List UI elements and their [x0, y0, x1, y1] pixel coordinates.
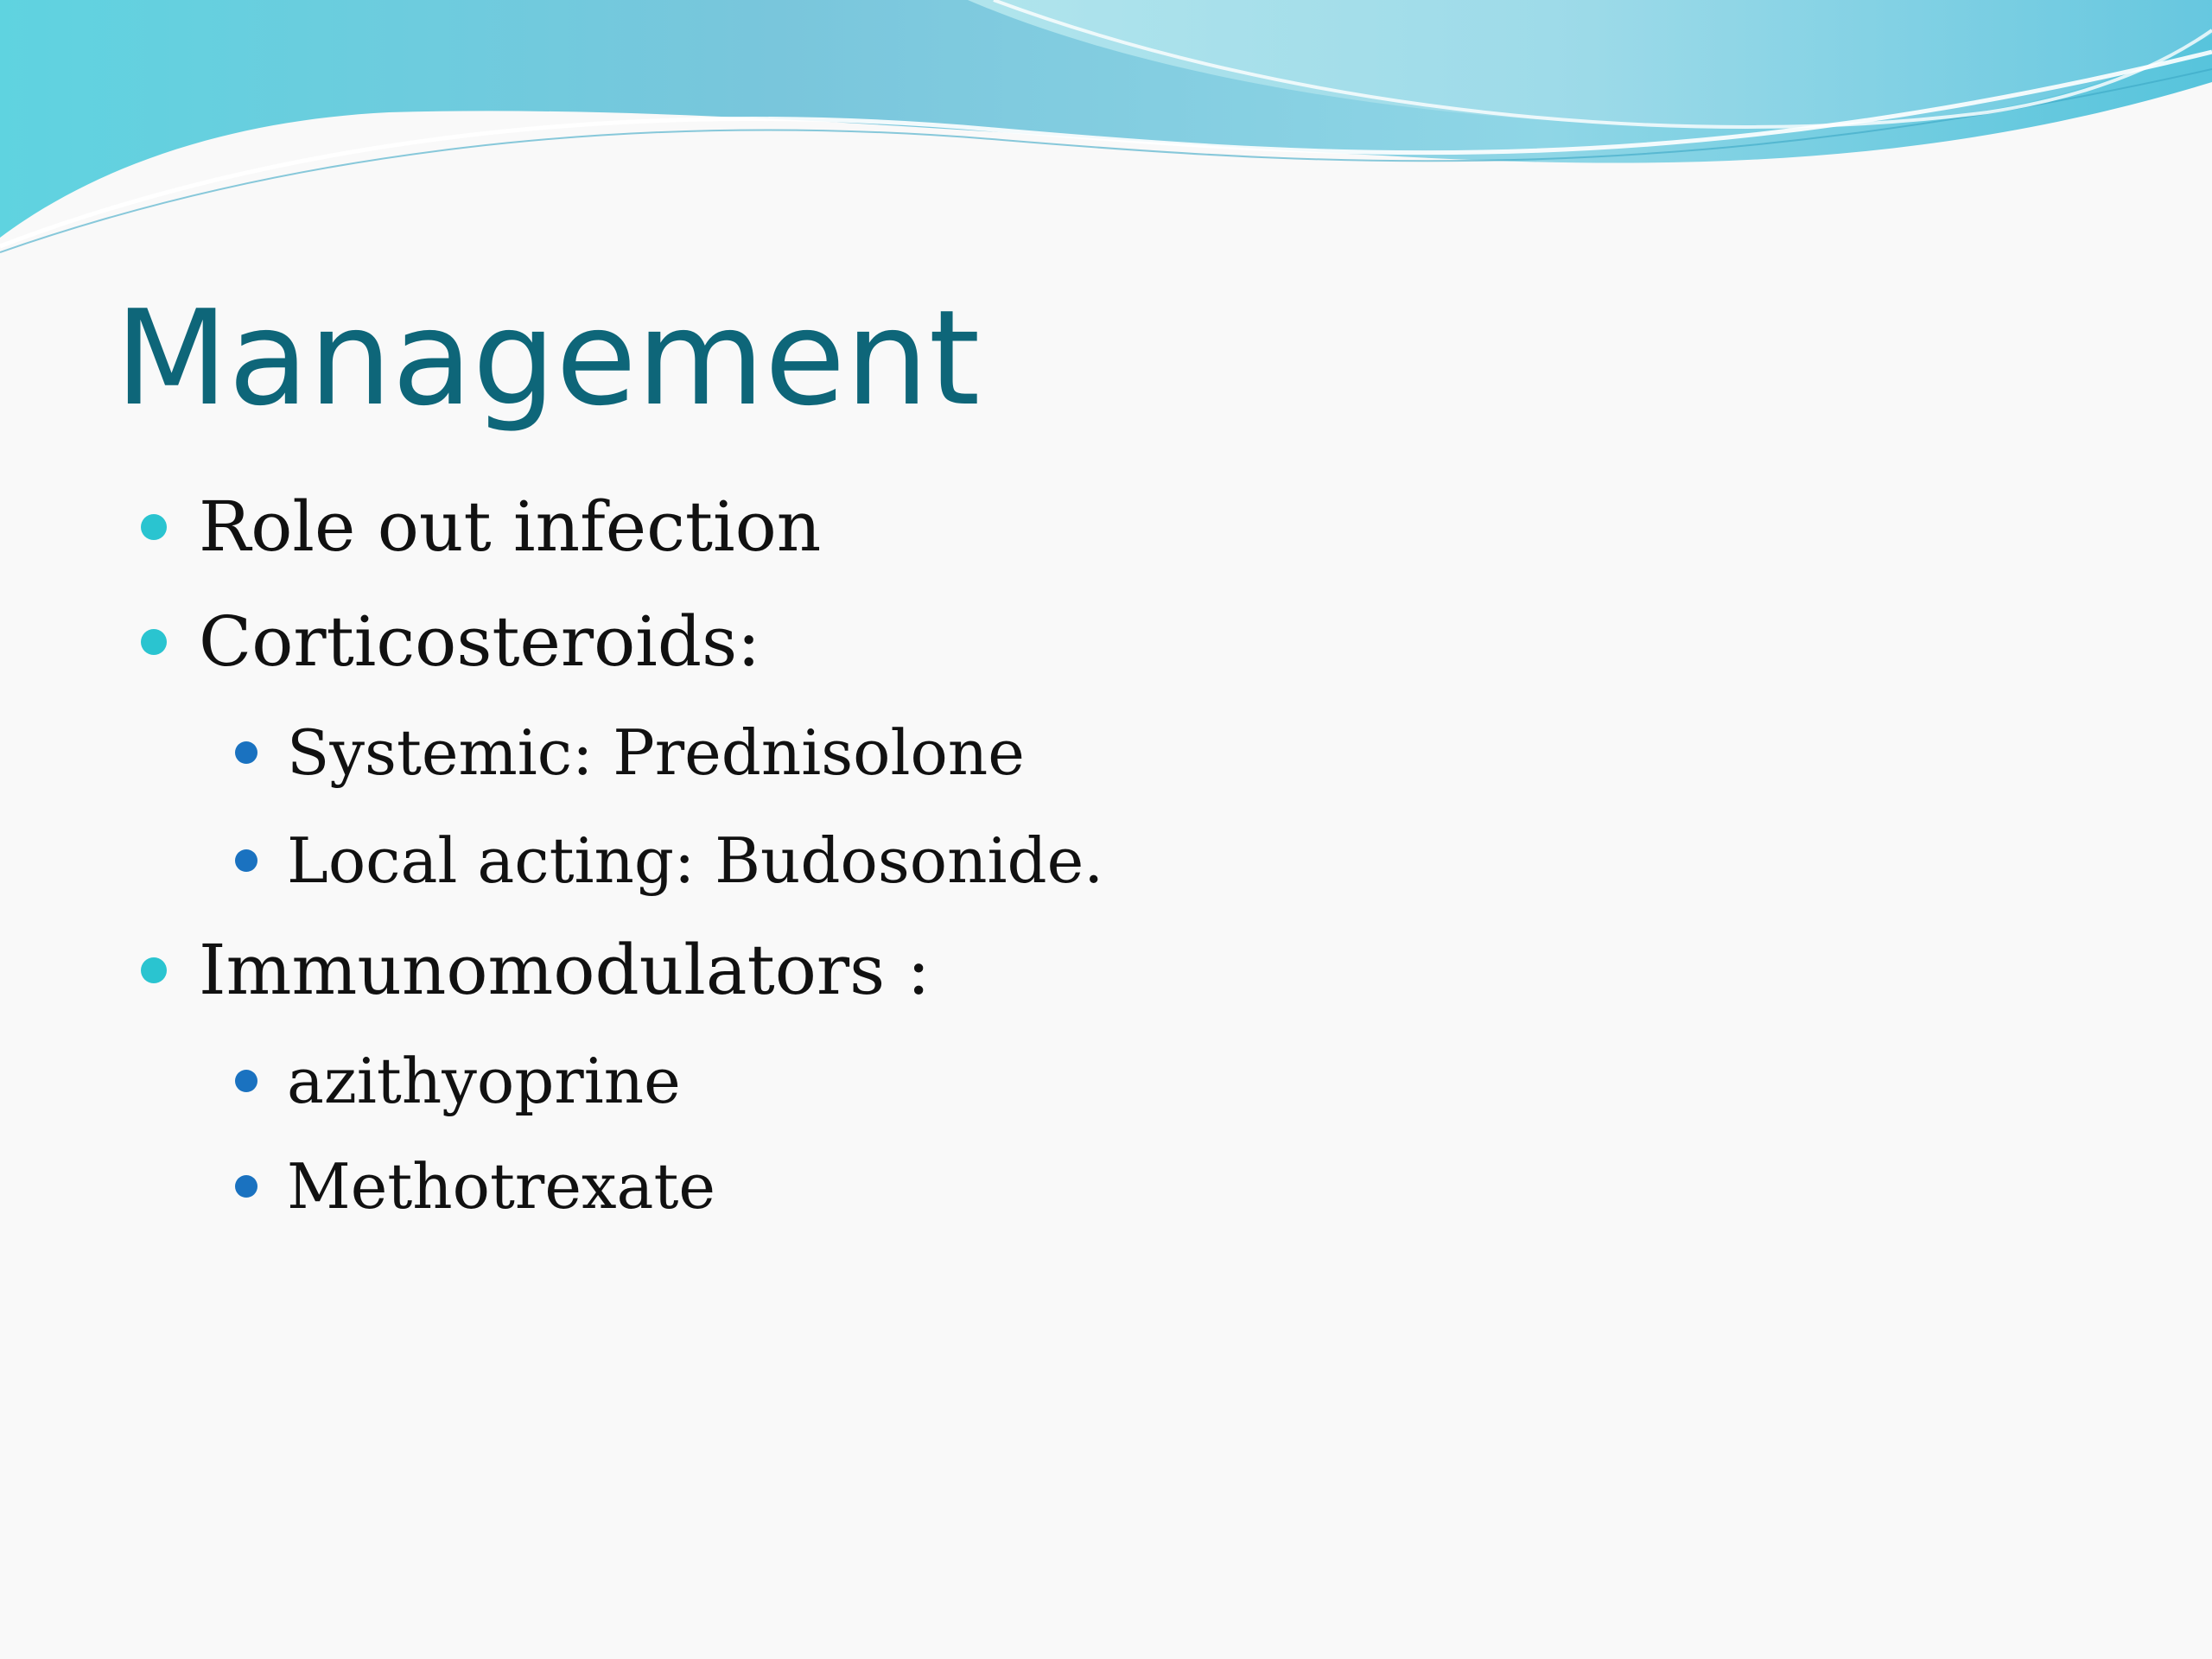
sub-bullet-item	[287, 1041, 681, 1121]
slide-title: Management	[115, 282, 981, 435]
bullet-dot-icon	[235, 741, 257, 764]
bullet-text: Local acting: Budosonide.	[287, 824, 1104, 897]
bullet-text: Role out infection	[199, 486, 822, 567]
bullet-dot-icon	[235, 1175, 257, 1198]
bullet-item	[199, 484, 821, 570]
bullet-text: Immunomodulators :	[199, 930, 931, 1010]
bullet-text: azithyoprine	[287, 1045, 681, 1117]
bullet-text: Methotrexate	[287, 1150, 716, 1223]
sub-bullet-item	[287, 713, 1025, 792]
bullet-dot-icon	[235, 1070, 257, 1092]
bullet-dot-icon	[235, 849, 257, 872]
bullet-dot-icon	[141, 629, 167, 655]
sub-bullet-item	[287, 821, 1103, 900]
sub-bullet-item	[287, 1147, 715, 1226]
bullet-text: Corticosteroids:	[199, 601, 761, 682]
bullet-item	[199, 599, 760, 685]
bullet-item	[199, 927, 931, 1014]
bullet-dot-icon	[141, 514, 167, 540]
bullet-text: Systemic: Prednisolone	[287, 716, 1025, 789]
bullet-dot-icon	[141, 957, 167, 983]
